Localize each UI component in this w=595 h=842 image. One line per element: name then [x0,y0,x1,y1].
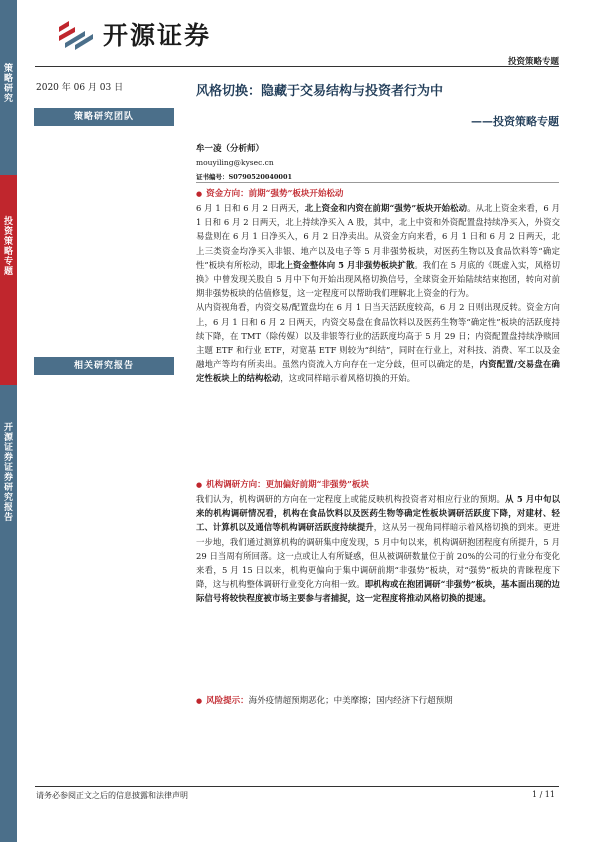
side-label-top: 策略研究 [3,64,13,104]
analyst-divider [196,182,559,183]
section-institution-research [196,478,560,606]
paragraph: 6 月 1 日和 6 月 2 日两天，北上资金和内资在前期“强势”板块开始松动。从北上资金来看，6 月 1 日和 6 月 2 日两天，北上持续净买入 A 股，其中，北上中资和外资配置盘持续净买入，外资交易盘则在 6 月 1 日净买入，6 月 2 日净卖出。从资金方向来看，6 月 1 日和 6 月 2 日两天，北上三类资金均净买入非银、地产以及电子等 5 月非强势板块，对医药生物以及食品饮料等“确定性”板块有所松动，即北上资金整体向 5 月非强势板块扩散。我们在 5 月底的《既虚入实，风格切换》中曾发现关股自 5 月中下旬开始出现风格切换信号，全球资金开始陆续结束抱团，转向对前期非强势板块的估值修复，这一定程度可以帮助我们理解北上资金的行为。 [196,203,560,299]
team-label: 策略研究团队 [34,108,174,126]
header-report-type: 投资策略专题 [507,57,559,67]
brand-mark-icon [55,17,97,51]
risk-warning [196,694,560,708]
side-strip-middle [0,175,17,385]
side-strip-bottom [0,385,17,842]
section-capital-flow [196,187,560,386]
brand-name: 开源证券 [103,21,212,50]
page-title: 风格切换：隐藏于交易结构与投资者行为中 [196,84,444,99]
paragraph: 我们认为，机构调研的方向在一定程度上或能反映机构投资者对相应行业的预期。从 5 月中旬以来的机构调研情况看，机构在食品饮料以及医药生物等确定性板块调研活跃度下降，对建材、轻工、计算机以及通信等机构调研活跃度持续提升，这从另一视角同样暗示着风格切换的到来。更进一步地，我们通过测算机构的调研集中度发现，5 月中旬以来，机构调研抱团程度有所提升，5 月 29 日当周有所回落。这一点或让人有所疑惑，但从被调研数量位于前 20%的公司的行业分布变化来看，5 月 15 日以来，机构更偏向于集中调研前期“非强势”板块，对“强势”板块的青睐程度下降，这与机构整体调研行业变化方向相一致。即机构或在抱团调研“非强势”板块，基本面出现的边际信号将较快程度被市场主要参与者捕捉，这一定程度将推动风格切换的提速。 [196,494,561,604]
bullet-icon: ● [196,697,203,705]
bullet-icon: ● [196,480,203,489]
related-reports-label: 相关研究报告 [34,357,174,375]
side-label-middle: 投资策略专题 [3,217,13,277]
analyst-email[interactable]: mouyiling@kysec.cn [196,158,274,167]
section-heading [196,187,560,201]
bullet-icon: ● [196,189,203,198]
risk-label: 风险提示： [206,696,249,706]
risk-text: 海外疫情超预期恶化；中美摩擦；国内经济下行超预期 [248,696,453,706]
analyst-name: 牟一凌（分析师） [196,144,265,154]
analyst-cert: 证书编号：S0790520040001 [196,173,292,181]
page-subtitle: ——投资策略专题 [471,115,559,128]
footer-divider [35,786,559,787]
section-heading [196,478,560,492]
header-divider [35,66,559,67]
paragraph: 从内资视角看，内资交易/配置盘均在 6 月 1 日当天活跃度较高，6 月 2 日则出现反转。资金方向上，6 月 1 日和 6 月 2 日两天，内资交易盘在食品饮料以及医药生物等“确定性”板块的活跃度持续下降，在 TMT（除传媒）以及非银等行业的活跃度均高于 5 月 29 日；内资配置盘持续净赎回主题 ETF 和行业 ETF，对宽基 ETF 则较为“纠结”，同时在行业上，对科技、消费、军工以及金融地产等均有所卖出。虽然内资流入方向存在一定分歧，但可以确定的是，内资配置/交易盘在确定性板块上的结构松动，这或同样暗示着风格切换的开始。 [196,302,560,384]
side-label-bottom: 开源证券 证券研究报告 [3,423,13,523]
section-risk [196,694,560,708]
page-number: 1 / 11 [531,790,555,799]
section-title-text: 资金方向：前期“强势”板块开始松动 [206,189,344,199]
footer-disclaimer: 请务必参阅正文之后的信息披露和法律声明 [36,791,188,800]
section-title-text: 机构调研方向：更加偏好前期“非强势”板块 [206,480,369,490]
report-date: 2020 年 06 月 03 日 [36,83,124,93]
brand-logo [55,16,211,52]
side-strip-top [0,0,17,175]
